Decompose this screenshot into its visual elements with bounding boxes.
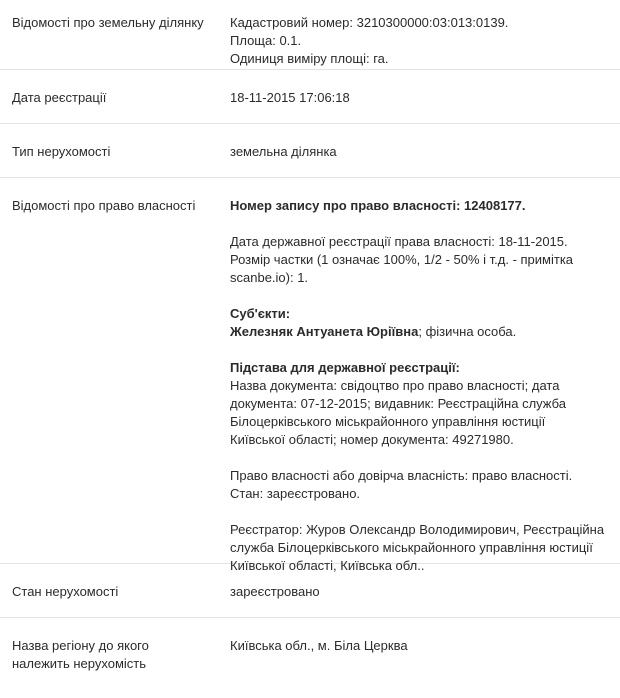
row-registration-date [0,70,620,124]
row-value: зареєстровано [230,584,320,599]
row-label: Дата реєстрації [12,90,107,105]
row-label [0,637,218,673]
row-value: земельна ділянка [230,144,337,159]
registrar-line: Київської області, Київська обл.. [230,558,425,573]
row-label: Відомості про право власності [12,198,196,213]
basis-line: Назва документа: свідоцтво про право власності; дата [230,378,560,393]
row-label: Стан нерухомості [12,584,119,599]
region-label-line: належить нерухомість [12,656,147,671]
row-label: Відомості про земельну ділянку [12,15,204,30]
region-label-line: Назва регіону до якого [12,638,149,653]
ownership-record-block [230,197,610,215]
basis-line: документа: 07-12-2015; видавник: Реєстраційна служба [230,396,567,411]
subject-name: Железняк Антуанета Юріївна [230,324,419,339]
state-registration-date: Дата державної реєстрації права власності: 18-11-2015. [230,234,568,249]
row-value [218,197,620,575]
registrar-block [230,521,610,575]
cadastral-number: Кадастровий номер: 3210300000:03:013:0139. [230,15,509,30]
row-value: Київська обл., м. Біла Церква [230,638,408,653]
right-form: Право власності або довірча власність: право власності. [230,468,573,483]
row-value: 18-11-2015 17:06:18 [230,90,350,105]
row-land-info [0,0,620,70]
row-value [218,14,620,68]
subjects-heading: Суб'єкти: [230,306,291,321]
area: Площа: 0.1. [230,33,302,48]
subjects-block [230,305,610,341]
basis-block [230,359,610,449]
row-region [0,618,620,698]
row-property-type [0,124,620,178]
share-size-cont: scanbe.io): 1. [230,270,309,285]
basis-line: Київської області; номер документа: 49271980. [230,432,514,447]
registrar-line: служба Білоцерківського міськрайонного управління юстиції [230,540,593,555]
record-number: Номер запису про право власності: 12408177. [230,198,526,213]
ownership-state: Стан: зареєстровано. [230,486,361,501]
basis-line: Білоцерківського міськрайонного управління юстиції [230,414,546,429]
share-size: Розмір частки (1 означає 100%, 1/2 - 50% і т.д. - примітка [230,252,574,267]
ownership-registration-block [230,233,610,287]
row-label: Тип нерухомості [12,144,111,159]
area-unit: Одиниця виміру площі: га. [230,51,389,66]
basis-heading: Підстава для державної реєстрації: [230,360,460,375]
row-ownership [0,178,620,573]
subject-line [230,323,610,341]
right-form-block [230,467,610,503]
registrar-line: Реєстратор: Журов Олександр Володимирович, Реєстраційна [230,522,605,537]
subject-type: ; фізична особа. [418,324,517,339]
